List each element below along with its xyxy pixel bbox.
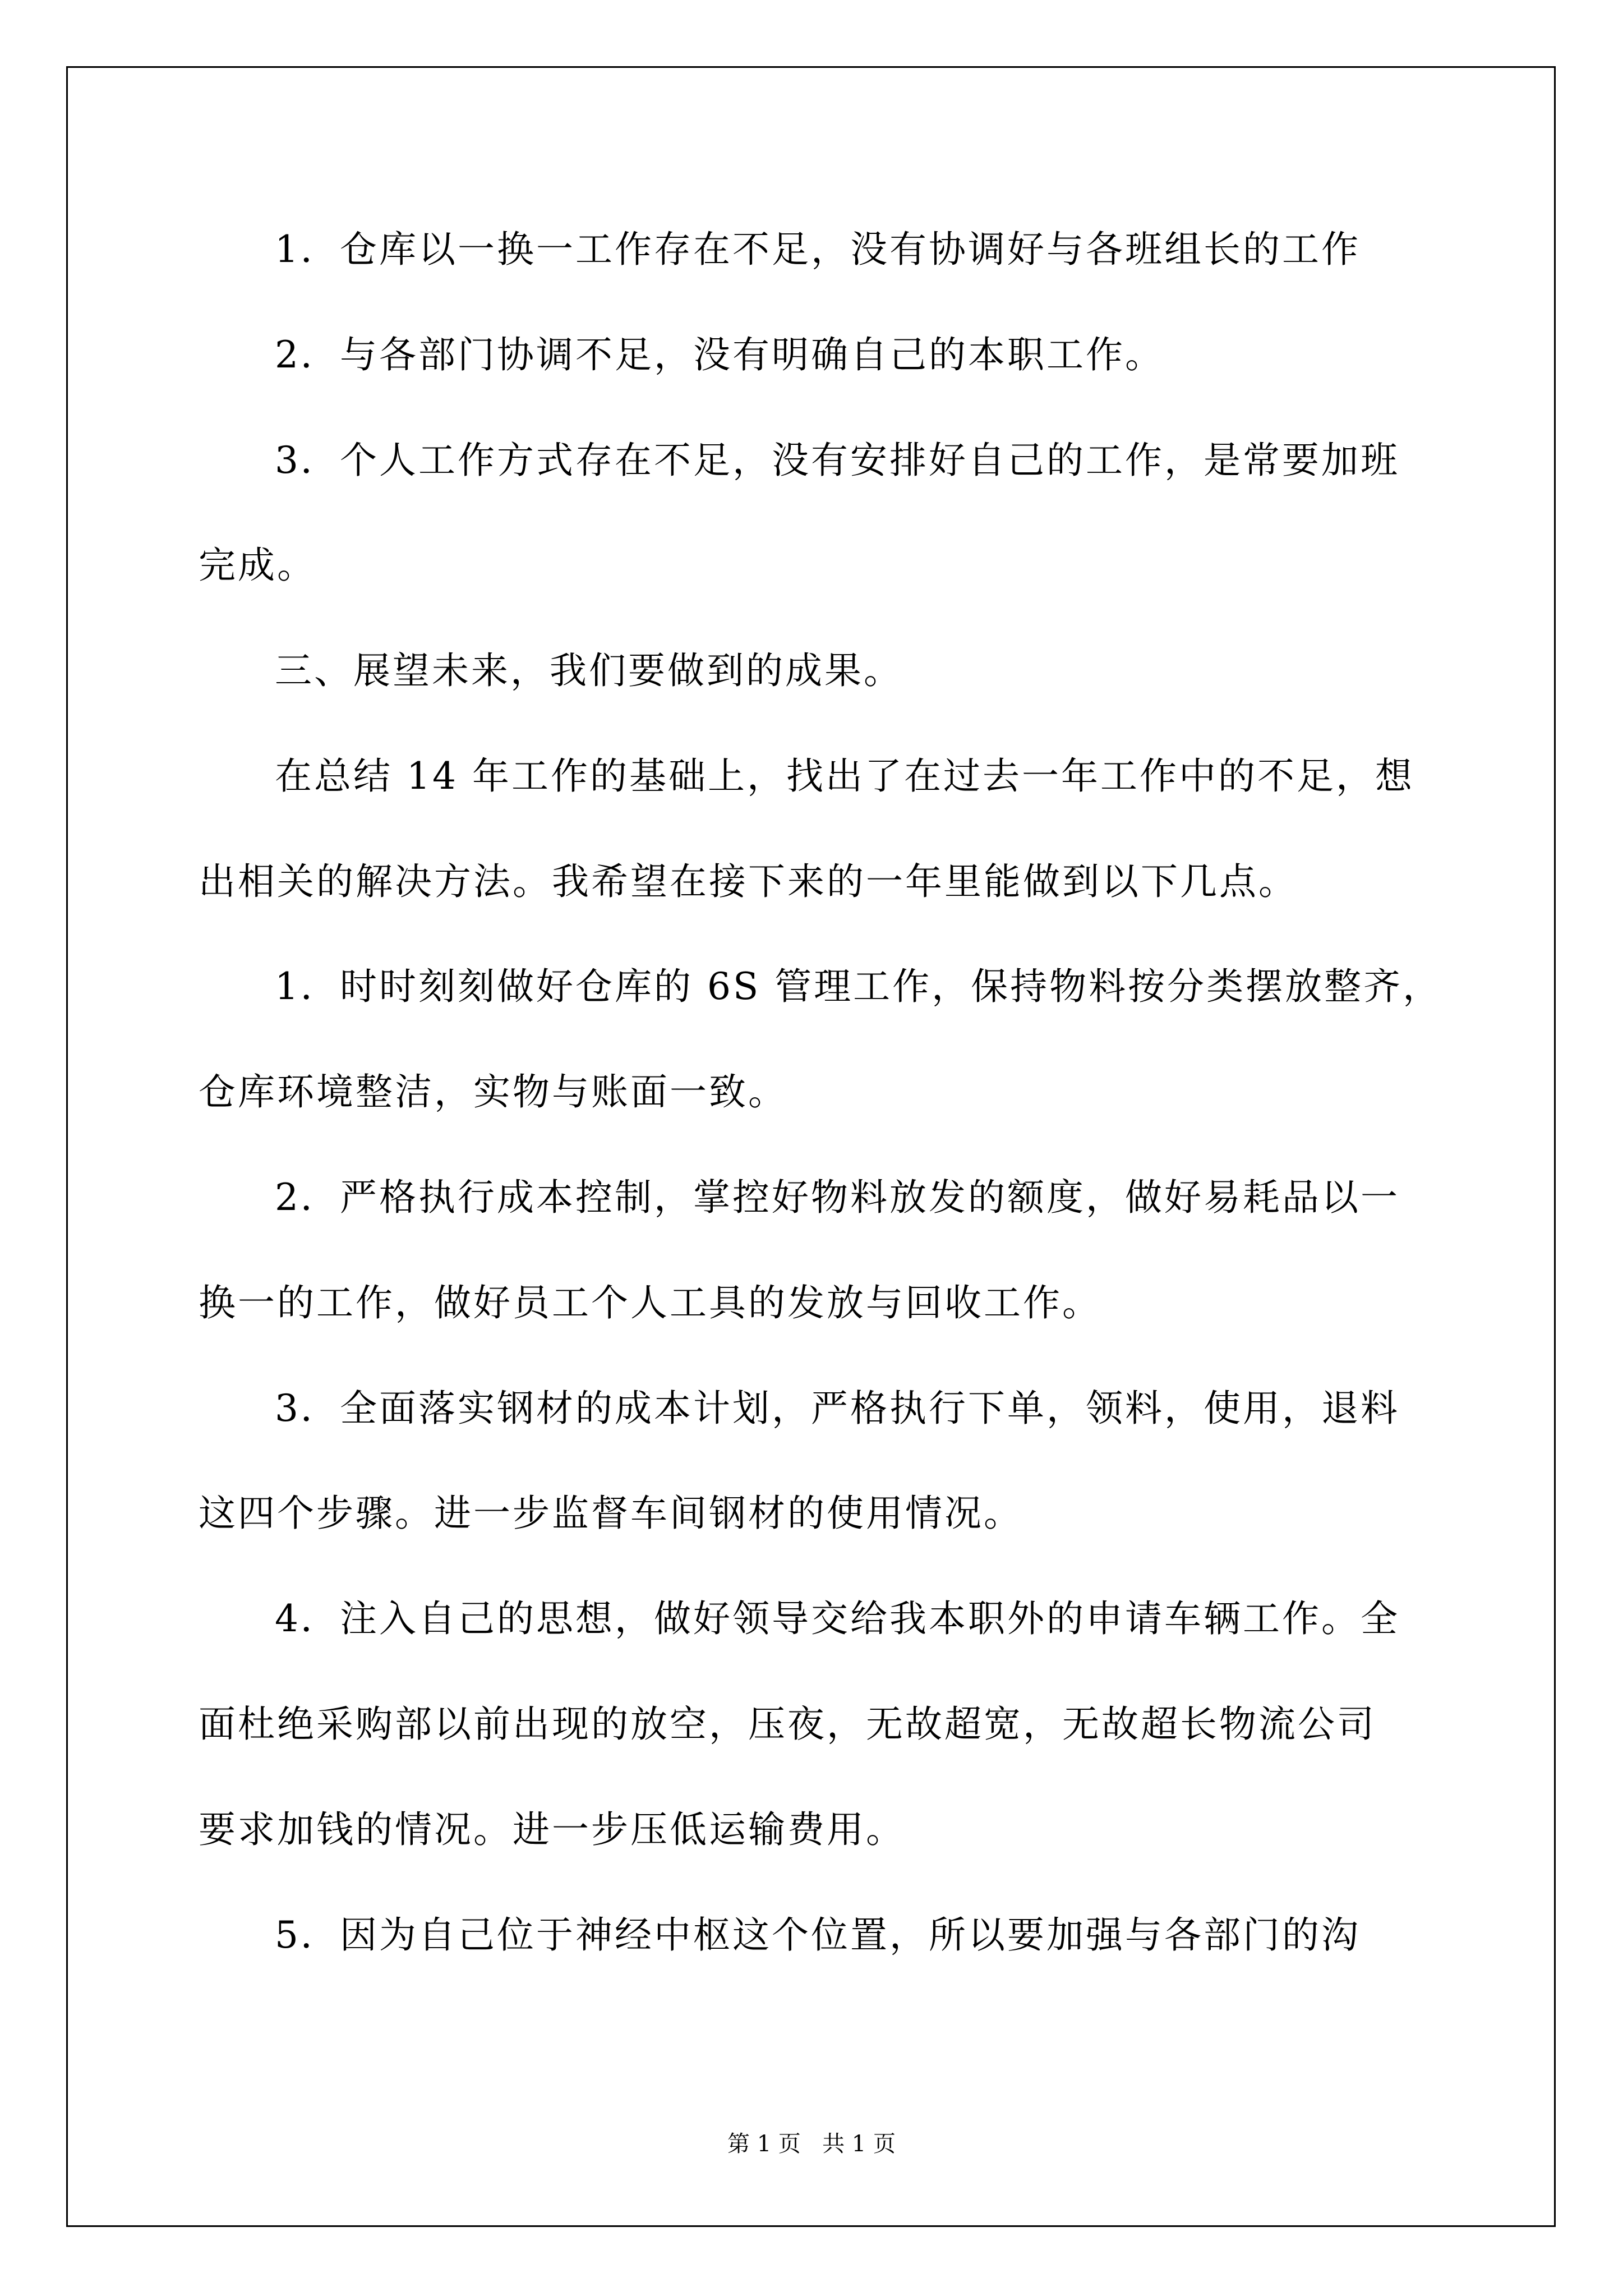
section-heading: 三、展望未来，我们要做到的成果。 — [275, 649, 903, 692]
paragraph-line: 在总结 14 年工作的基础上，找出了在过去一年工作中的不足，想 — [275, 754, 1414, 798]
paragraph-line: 这四个步骤。进一步监督车间钢材的使用情况。 — [199, 1492, 1023, 1535]
paragraph-line: 2．与各部门协调不足，没有明确自己的本职工作。 — [275, 333, 1164, 376]
paragraph-line: 仓库环境整洁，实物与账面一致。 — [199, 1070, 787, 1114]
page-number-footer: 第 1 页 共 1 页 — [727, 2131, 896, 2157]
paragraph-line: 完成。 — [199, 544, 316, 587]
paragraph-line: 换一的工作，做好员工个人工具的发放与回收工作。 — [199, 1281, 1101, 1324]
page-border — [66, 66, 1556, 2227]
paragraph-line: 1．仓库以一换一工作存在不足，没有协调好与各班组长的工作 — [275, 228, 1361, 271]
paragraph-line: 5．因为自己位于神经中枢这个位置，所以要加强与各部门的沟 — [275, 1913, 1361, 1957]
paragraph-line: 2．严格执行成本控制，掌控好物料放发的额度，做好易耗品以一 — [275, 1176, 1400, 1219]
paragraph-line: 3．个人工作方式存在不足，没有安排好自己的工作，是常要加班 — [275, 439, 1400, 482]
paragraph-line: 3．全面落实钢材的成本计划，严格执行下单，领料，使用，退料 — [275, 1387, 1400, 1430]
paragraph-line: 面杜绝采购部以前出现的放空，压夜，无故超宽，无故超长物流公司 — [199, 1703, 1376, 1746]
paragraph-line: 4．注入自己的思想，做好领导交给我本职外的申请车辆工作。全 — [275, 1597, 1400, 1640]
paragraph-line: 出相关的解决方法。我希望在接下来的一年里能做到以下几点。 — [199, 860, 1298, 903]
paragraph-line: 1．时时刻刻做好仓库的 6S 管理工作，保持物料按分类摆放整齐， — [275, 965, 1442, 1008]
paragraph-line: 要求加钱的情况。进一步压低运输费用。 — [199, 1808, 905, 1851]
